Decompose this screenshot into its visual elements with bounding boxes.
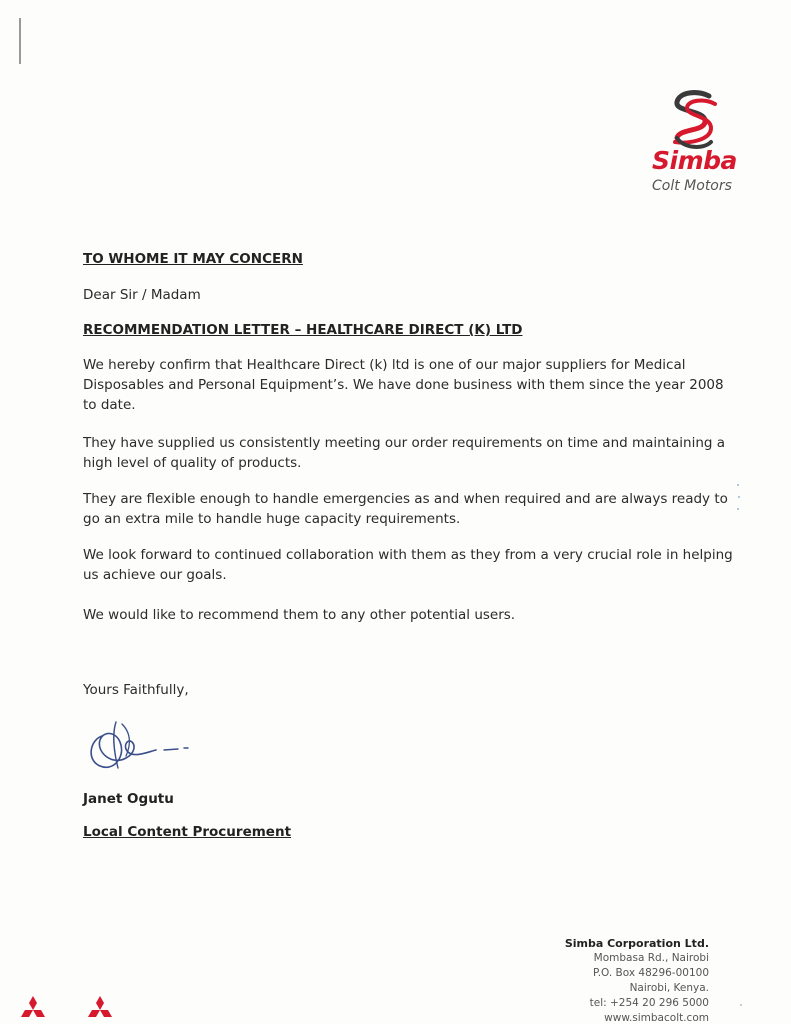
footer-address-line: Nairobi, Kenya. (629, 982, 709, 994)
paragraph-4 (83, 545, 733, 585)
closing: Yours Faithfully, (83, 682, 189, 698)
paragraph-line: to date. (83, 397, 136, 413)
paragraph-line: Disposables and Personal Equipment’s. We have done business with them since the year 2008 (83, 377, 724, 393)
paragraph-3 (83, 489, 728, 529)
footer-phone: tel: +254 20 296 5000 (589, 997, 709, 1009)
paragraph-line: us achieve our goals. (83, 567, 227, 583)
scan-speck (738, 496, 740, 498)
signatory-title: Local Content Procurement (83, 824, 292, 840)
paragraph-line: We would like to recommend them to any other potential users. (83, 607, 516, 623)
paragraph-line: They have supplied us consistently meeting our order requirements on time and maintaining a (83, 435, 726, 451)
company-address-block (565, 936, 709, 1024)
subject-line: RECOMMENDATION LETTER – HEALTHCARE DIRECT (K) LTD (83, 322, 523, 338)
logo-subtitle: Colt Motors (652, 178, 732, 194)
scan-speck (737, 508, 739, 510)
footer-website: www.simbacolt.com (604, 1012, 709, 1024)
footer-address-line: P.O. Box 48296-00100 (593, 967, 709, 979)
simba-colt-logo (652, 90, 742, 200)
salutation-heading: TO WHOME IT MAY CONCERN (83, 251, 303, 267)
paragraph-line: We hereby confirm that Healthcare Direct (k) ltd is one of our major suppliers for Medical (83, 357, 686, 373)
greeting: Dear Sir / Madam (83, 287, 201, 303)
mitsubishi-diamonds-icon (20, 996, 46, 1024)
paragraph-1 (83, 355, 724, 415)
signatory-name: Janet Ogutu (83, 791, 174, 807)
scan-speck (737, 484, 739, 486)
paragraph-line: go an extra mile to handle huge capacity requirements. (83, 511, 461, 527)
mitsubishi-diamonds-icon (87, 996, 113, 1024)
paragraph-line: high level of quality of products. (83, 455, 302, 471)
footer-company-name: Simba Corporation Ltd. (564, 937, 709, 950)
simba-s-emblem-icon (665, 90, 721, 152)
logo-brand-name: Simba (652, 146, 737, 175)
paragraph-line: They are flexible enough to handle emergencies as and when required and are always ready to (83, 491, 728, 507)
handwritten-signature (82, 716, 192, 776)
scan-speck (740, 1004, 742, 1006)
paragraph-2 (83, 433, 726, 473)
paragraph-line: We look forward to continued collaboration with them as they from a very crucial role in helping (83, 547, 733, 563)
footer-address-line: Mombasa Rd., Nairobi (593, 952, 709, 964)
paragraph-5 (83, 605, 703, 625)
scan-artifact-line (19, 18, 21, 64)
